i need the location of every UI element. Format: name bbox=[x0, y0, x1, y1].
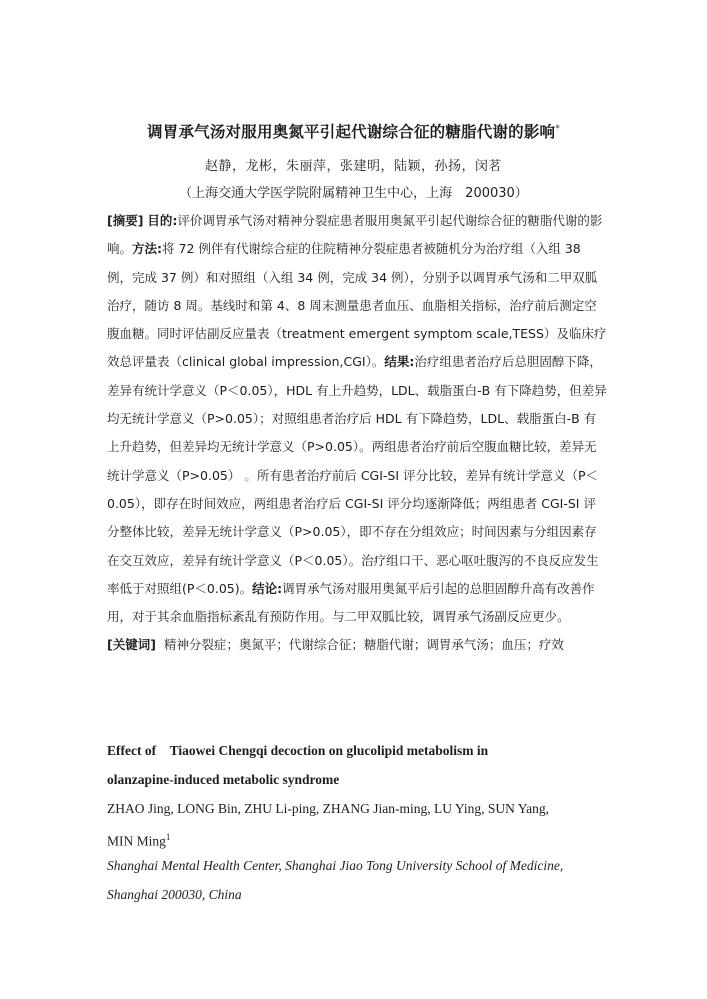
objective-text: 评价调胃承气汤对精神分裂症患者服用奥氮平引起代谢综合征的糖脂代谢的影响。 bbox=[107, 213, 603, 257]
author-list: 赵静，龙彬，朱丽萍，张建明，陆颖，孙扬，闵茗 bbox=[204, 159, 502, 174]
english-affiliation bbox=[107, 851, 607, 909]
conclusion-label: 结论: bbox=[252, 580, 283, 596]
abstract-paragraph bbox=[107, 207, 607, 631]
english-title-line-2: olanzapine-induced metabolic syndrome bbox=[107, 772, 340, 787]
title-footnote-mark: * bbox=[555, 123, 560, 134]
keywords-label: [关键词] bbox=[107, 637, 156, 653]
english-authors-line-1: ZHAO Jing, LONG Bin, ZHU Li-ping, ZHANG Jian-ming, LU Ying, SUN Yang, bbox=[107, 801, 549, 816]
english-title bbox=[107, 736, 607, 794]
title-text: 调胃承气汤对服用奥氮平引起代谢综合征的糖脂代谢的影响 bbox=[147, 123, 556, 141]
results-text-1: 治疗组患者治疗后总胆固醇下降，差异有统计学意义（P＜0.05），HDL 有上升趋势，LDL、载脂蛋白-B 有下降趋势，但差异均无统计学意义（P>0.05）；对照组患者治疗后 HDL 有下降趋势，LDL、载脂蛋白-B 有上升趋势，但差异均无统计学意义（P>0.05）。两组患者治疗前后空腹血糖比较，差异无统计学意义（P>0.05） bbox=[107, 354, 607, 483]
english-title-line-1: Effect of Tiaowei Chengqi decoction on glucolipid metabolism in bbox=[107, 743, 489, 758]
keywords-text: 精神分裂症；奥氮平；代谢综合征；糖脂代谢；调胃承气汤；血压；疗效 bbox=[163, 637, 564, 653]
abstract-label: [摘要] bbox=[107, 213, 144, 228]
keywords-paragraph bbox=[107, 631, 607, 659]
affiliation: （上海交通大学医学院附属精神卫生中心，上海 200030） bbox=[179, 186, 528, 201]
methods-text: 将 72 例伴有代谢综合症的住院精神分裂症患者被随机分为治疗组（入组 38 例，完成 37 例）和对照组（入组 34 例，完成 34 例），分别予以调胃承气汤和二甲双胍治疗，随访 8 周。基线时和第 4、8 周末测量患者血压、血脂相关指标，治疗前后测定空腹血糖。同时评估副反应量表（treatment emergent symptom scale,TESS）及临床疗效总评量表（clinical global impression,CGI）。 bbox=[107, 241, 607, 370]
red-dot-mark: 。 bbox=[240, 467, 257, 483]
english-authors-last: MIN Ming bbox=[107, 833, 166, 849]
objective-label: 目的: bbox=[147, 213, 178, 228]
methods-label: 方法: bbox=[132, 241, 163, 257]
conclusion-text: 调胃承气汤对服用奥氮平后引起的总胆固醇升高有改善作用，对于其余血脂指标紊乱有预防作用。与二甲双胍比较，调胃承气汤副反应更少。 bbox=[107, 580, 595, 625]
paper-title bbox=[0, 120, 707, 142]
results-text-2: 所有患者治疗前后 CGI-SI 评分比较，差异有统计学意义（P＜0.05），即存在时间效应，两组患者治疗后 CGI-SI 评分均逐渐降低；两组患者 CGI-SI 评分整体比较，差异无统计学意义（P>0.05），即不存在分组效应；时间因素与分组因素存在交互效应，差异有统计学意义（P＜0.05）。治疗组口干、恶心呕吐腹泻的不良反应发生率低于对照组(P＜0.05)。 bbox=[107, 467, 599, 596]
author-footnote-mark: 1 bbox=[165, 832, 171, 842]
abstract-section bbox=[107, 207, 607, 660]
english-authors bbox=[107, 794, 607, 856]
english-affil-line-1: Shanghai Mental Health Center, Shanghai Jiao Tong University School of Medicine, bbox=[107, 858, 564, 873]
results-label: 结果: bbox=[384, 354, 415, 370]
english-affil-line-2: Shanghai 200030, China bbox=[107, 887, 242, 902]
